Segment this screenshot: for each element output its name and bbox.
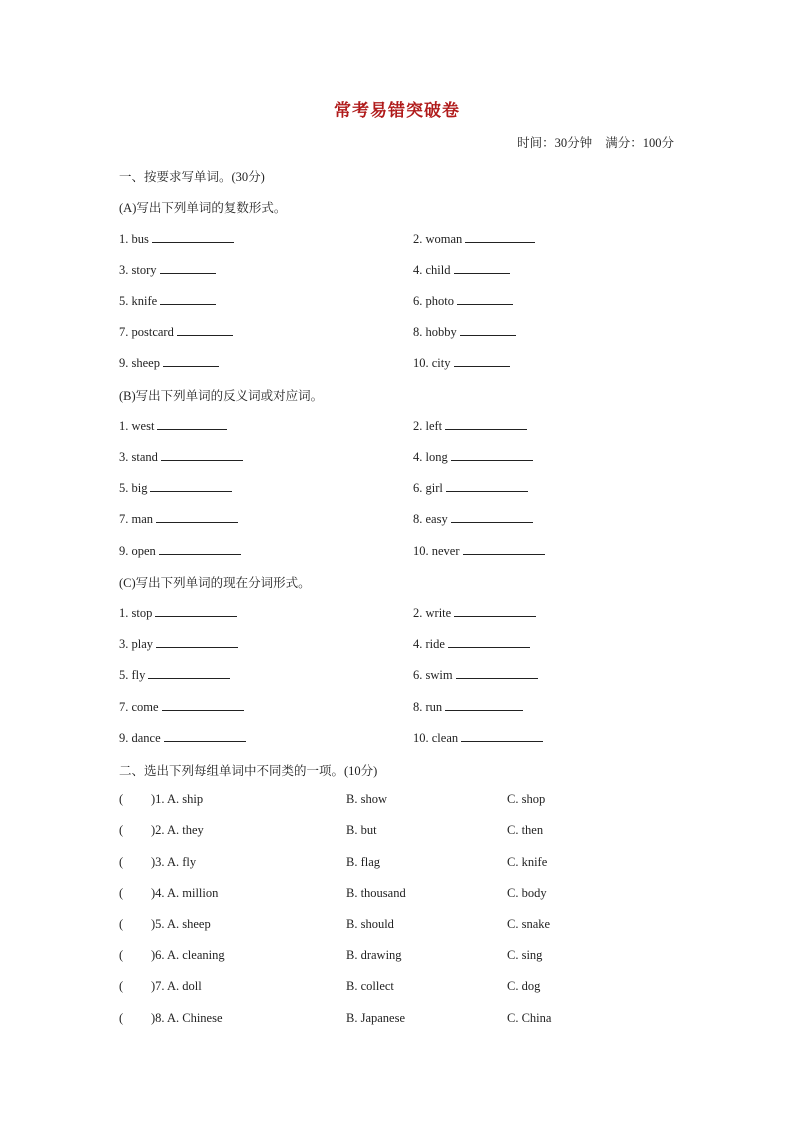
part-b-item: 7. man bbox=[119, 511, 238, 527]
answer-blank[interactable] bbox=[451, 449, 533, 461]
answer-blank[interactable] bbox=[159, 543, 241, 555]
answer-blank[interactable] bbox=[457, 293, 513, 305]
part-b-item: 6. girl bbox=[413, 480, 528, 496]
option-a: )2. A. they bbox=[151, 823, 204, 837]
option-c: C. China bbox=[507, 1011, 552, 1025]
part-a-item: 10. city bbox=[413, 355, 510, 371]
answer-blank[interactable] bbox=[152, 231, 234, 243]
part-c-item: 1. stop bbox=[119, 605, 237, 621]
answer-blank[interactable] bbox=[463, 543, 545, 555]
part-b-item: 10. never bbox=[413, 543, 545, 559]
option-c: C. then bbox=[507, 823, 544, 837]
part-b-item: 4. long bbox=[413, 449, 533, 465]
answer-blank[interactable] bbox=[451, 511, 533, 523]
answer-blank[interactable] bbox=[150, 480, 232, 492]
option-b: B. should bbox=[346, 917, 394, 931]
option-b: B. thousand bbox=[346, 886, 406, 900]
option-a: )5. A. sheep bbox=[151, 917, 211, 931]
answer-paren[interactable]: ( bbox=[119, 823, 124, 837]
answer-blank[interactable] bbox=[157, 418, 227, 430]
option-c: C. dog bbox=[507, 979, 541, 993]
part-a-item: 7. postcard bbox=[119, 324, 233, 340]
part-c-item: 2. write bbox=[413, 605, 536, 621]
part-a-item: 2. woman bbox=[413, 231, 535, 247]
part-b-item: 3. stand bbox=[119, 449, 243, 465]
option-c: C. shop bbox=[507, 792, 546, 806]
option-c: C. sing bbox=[507, 948, 543, 962]
option-b: B. show bbox=[346, 792, 387, 806]
exam-meta bbox=[507, 133, 674, 151]
part-c-item: 10. clean bbox=[413, 730, 543, 746]
option-a: )8. A. Chinese bbox=[151, 1011, 223, 1025]
time-limit: 时间：30分钟 bbox=[517, 136, 593, 150]
answer-paren[interactable]: ( bbox=[119, 979, 124, 993]
part-a-item: 9. sheep bbox=[119, 355, 219, 371]
answer-blank[interactable] bbox=[161, 449, 243, 461]
answer-paren[interactable]: ( bbox=[119, 792, 124, 806]
option-a: )1. A. ship bbox=[151, 792, 204, 806]
page-title: 常考易错突破卷 bbox=[334, 101, 460, 120]
part-b-item: 8. easy bbox=[413, 511, 533, 527]
section-two-heading: 二、选出下列每组单词中不同类的一项。(10分) bbox=[119, 764, 378, 778]
answer-paren[interactable]: ( bbox=[119, 886, 124, 900]
answer-blank[interactable] bbox=[446, 480, 528, 492]
answer-blank[interactable] bbox=[465, 231, 535, 243]
part-c-item: 3. play bbox=[119, 636, 238, 652]
part-c-item: 5. fly bbox=[119, 667, 230, 683]
part-b-item: 1. west bbox=[119, 418, 227, 434]
answer-blank[interactable] bbox=[162, 699, 244, 711]
answer-blank[interactable] bbox=[155, 605, 237, 617]
answer-blank[interactable] bbox=[163, 355, 219, 367]
part-c-item: 4. ride bbox=[413, 636, 530, 652]
answer-blank[interactable] bbox=[164, 730, 246, 742]
answer-blank[interactable] bbox=[156, 511, 238, 523]
answer-blank[interactable] bbox=[445, 418, 527, 430]
part-b-item: 2. left bbox=[413, 418, 527, 434]
answer-paren[interactable]: ( bbox=[119, 855, 124, 869]
option-c: C. knife bbox=[507, 855, 548, 869]
answer-blank[interactable] bbox=[160, 293, 216, 305]
answer-blank[interactable] bbox=[454, 355, 510, 367]
part-b-instruction: (B)写出下列单词的反义词或对应词。 bbox=[119, 389, 324, 403]
answer-blank[interactable] bbox=[156, 636, 238, 648]
option-a: )3. A. fly bbox=[151, 855, 197, 869]
part-c-item: 9. dance bbox=[119, 730, 246, 746]
part-a-item: 8. hobby bbox=[413, 324, 516, 340]
option-b: B. Japanese bbox=[346, 1011, 406, 1025]
option-a: )7. A. doll bbox=[151, 979, 202, 993]
answer-blank[interactable] bbox=[160, 262, 216, 274]
answer-paren[interactable]: ( bbox=[119, 917, 124, 931]
part-a-item: 5. knife bbox=[119, 293, 216, 309]
option-a: )4. A. million bbox=[151, 886, 219, 900]
option-b: B. drawing bbox=[346, 948, 402, 962]
option-c: C. snake bbox=[507, 917, 551, 931]
part-c-item: 8. run bbox=[413, 699, 523, 715]
option-a: )6. A. cleaning bbox=[151, 948, 225, 962]
option-b: B. but bbox=[346, 823, 377, 837]
option-b: B. flag bbox=[346, 855, 381, 869]
part-a-item: 3. story bbox=[119, 262, 216, 278]
part-b-item: 5. big bbox=[119, 480, 232, 496]
answer-blank[interactable] bbox=[460, 324, 516, 336]
answer-blank[interactable] bbox=[461, 730, 543, 742]
answer-blank[interactable] bbox=[456, 667, 538, 679]
answer-blank[interactable] bbox=[177, 324, 233, 336]
part-a-instruction: (A)写出下列单词的复数形式。 bbox=[119, 201, 287, 215]
answer-paren[interactable]: ( bbox=[119, 1011, 124, 1025]
option-b: B. collect bbox=[346, 979, 394, 993]
option-c: C. body bbox=[507, 886, 547, 900]
answer-blank[interactable] bbox=[454, 262, 510, 274]
answer-blank[interactable] bbox=[454, 605, 536, 617]
part-a-item: 6. photo bbox=[413, 293, 513, 309]
part-b-item: 9. open bbox=[119, 543, 241, 559]
section-one-heading: 一、按要求写单词。(30分) bbox=[119, 170, 265, 184]
answer-blank[interactable] bbox=[148, 667, 230, 679]
answer-paren[interactable]: ( bbox=[119, 948, 124, 962]
part-c-instruction: (C)写出下列单词的现在分词形式。 bbox=[119, 576, 311, 590]
answer-blank[interactable] bbox=[445, 699, 523, 711]
full-score: 满分：100分 bbox=[605, 136, 674, 150]
answer-blank[interactable] bbox=[448, 636, 530, 648]
part-c-item: 6. swim bbox=[413, 667, 538, 683]
part-a-item: 1. bus bbox=[119, 231, 234, 247]
part-a-item: 4. child bbox=[413, 262, 510, 278]
part-c-item: 7. come bbox=[119, 699, 244, 715]
